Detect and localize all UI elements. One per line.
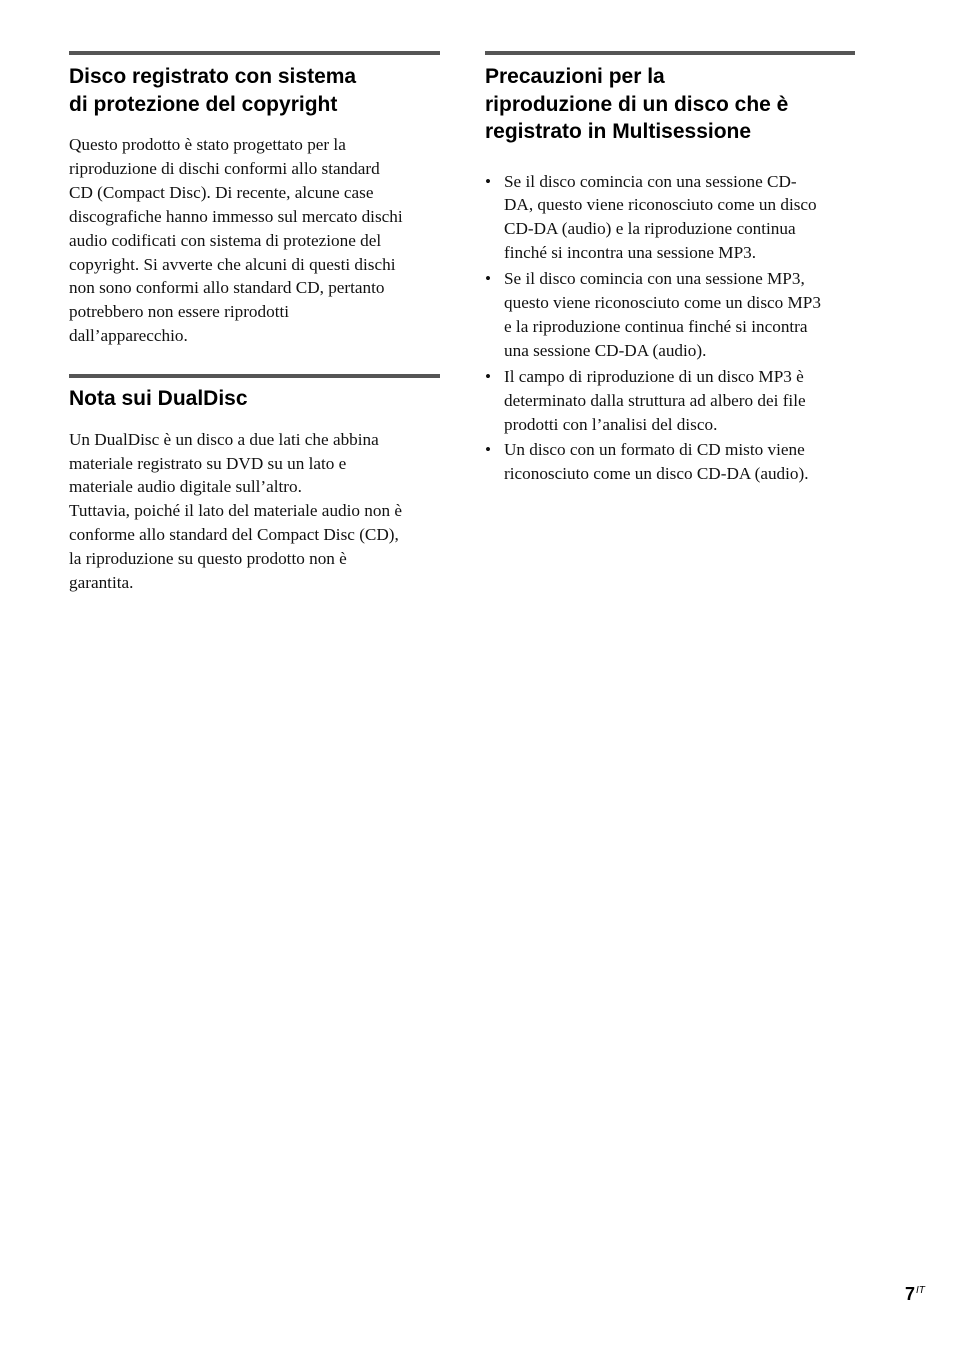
list-item: • Se il disco comincia con una sessione CD- DA, questo viene riconosciuto come un disco CD-DA (audio) e la riproduzione continua finché si incontra una sessione MP3. (485, 171, 817, 263)
bullet-icon: • (485, 366, 492, 386)
right-column (485, 51, 855, 488)
dualdisc-paragraph: Un DualDisc è un disco a due lati che abbina materiale registrato su DVD su un lato e materiale audio digitale sull’altro. Tuttavia, poiché il lato del materiale audio non è conforme allo standard del Compact Disc (CD), la riproduzione su questo prodotto non è garantita. (69, 429, 402, 593)
left-column (69, 51, 440, 595)
multisession-bullet-list (485, 170, 855, 487)
section-title-multisession: Precauzioni per la riproduzione di un disco che è registrato in Multisessione (485, 65, 789, 143)
section-title-copyright: Disco registrato con sistema di protezione del copyright (69, 65, 357, 116)
page-number: $7^{IT}$ (905, 1284, 925, 1304)
section-title-dualdisc: Nota sui DualDisc (69, 387, 248, 411)
copyright-paragraph: Questo prodotto è stato progettato per la riproduzione di dischi conformi allo standard CD (Compact Disc). Di recente, alcune case discografiche hanno immesso sul mercato dischi audio codificati con sistema di protezione del copyright. Si avverte che alcuni di questi dischi non sono conformi allo standard CD, pertanto potrebbero non essere riprodotti dall’apparecchio. (69, 135, 403, 346)
list-item: • Se il disco comincia con una sessione MP3, questo viene riconosciuto come un disco MP3 e la riproduzione continua finché si incontra una sessione CD-DA (audio). (485, 269, 821, 360)
bullet-icon: • (485, 171, 492, 191)
list-item: • Un disco con un formato di CD misto viene riconosciuto come un disco CD-DA (audio). (485, 440, 809, 484)
bullet-icon: • (485, 269, 492, 289)
list-item: • Il campo di riproduzione di un disco MP3 è determinato dalla struttura ad albero dei file prodotti con l’analisi del disco. (485, 366, 806, 434)
bullet-icon: • (485, 440, 492, 460)
page-language-suffix: IT (916, 1285, 925, 1296)
